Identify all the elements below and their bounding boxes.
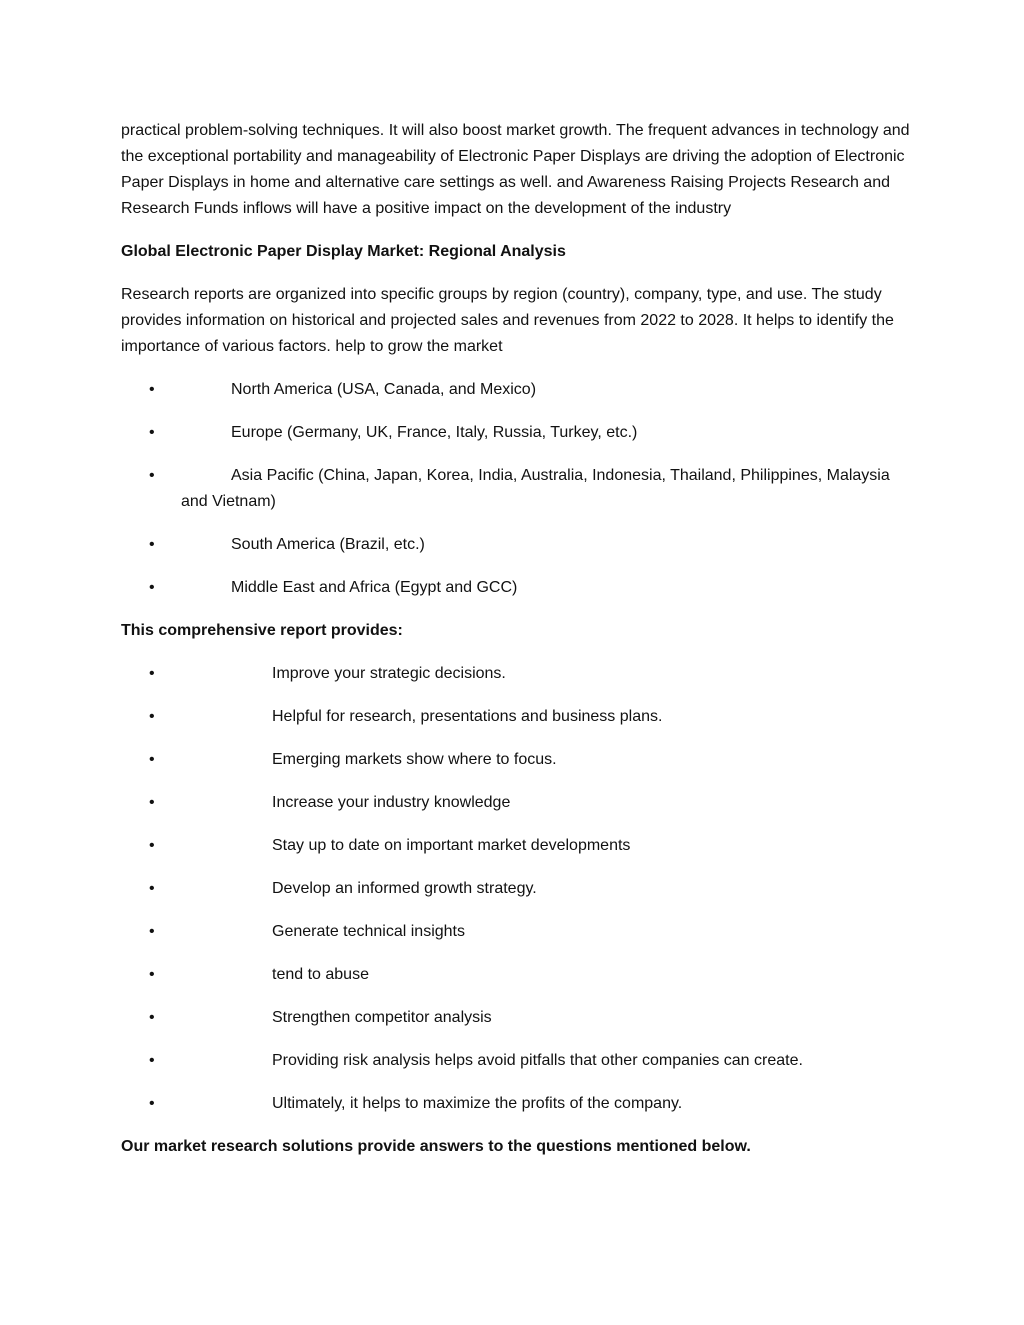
list-item <box>121 532 914 558</box>
bullet-icon: • <box>149 1009 155 1026</box>
provides-label: Helpful for research, presentations and business plans. <box>272 708 663 725</box>
provides-label: Increase your industry knowledge <box>272 794 511 811</box>
bullet-icon: • <box>149 880 155 897</box>
list-item <box>121 790 914 816</box>
bullet-icon: • <box>149 837 155 854</box>
provides-label: Stay up to date on important market developments <box>272 837 631 854</box>
regional-analysis-heading: Global Electronic Paper Display Market: Regional Analysis <box>121 243 566 260</box>
bullet-icon: • <box>149 794 155 811</box>
bullet-icon: • <box>149 579 155 596</box>
intro-paragraph: practical problem-solving techniques. It will also boost market growth. The frequent advances in technology and the exceptional portability and manageability of Electronic Paper Displays are driving the adoption of Electronic Paper Displays in home and alternative care settings as well. and Awareness Raising Projects Research and Research Funds inflows will have a positive impact on the development of the industry <box>121 122 910 217</box>
bullet-icon: • <box>149 665 155 682</box>
bullet-icon: • <box>149 536 155 553</box>
region-label: North America (USA, Canada, and Mexico) <box>231 381 537 398</box>
bullet-icon: • <box>149 467 155 484</box>
bullet-icon: • <box>149 1052 155 1069</box>
region-label: Middle East and Africa (Egypt and GCC) <box>231 579 518 596</box>
list-item <box>121 962 914 988</box>
regional-paragraph: Research reports are organized into specific groups by region (country), company, type, and use. The study provides information on historical and projected sales and revenues from 2022 to 2028. It helps to identify the importance of various factors. help to grow the market <box>121 286 894 355</box>
list-item <box>121 1091 914 1117</box>
list-item <box>121 575 914 601</box>
provides-label: Improve your strategic decisions. <box>272 665 506 682</box>
bullet-icon: • <box>149 751 155 768</box>
list-item <box>121 377 914 403</box>
provides-label: Generate technical insights <box>272 923 465 940</box>
list-item <box>121 833 914 859</box>
list-item <box>121 1048 914 1074</box>
bullet-icon: • <box>149 424 155 441</box>
list-item <box>121 704 914 730</box>
list-item <box>121 420 914 446</box>
provides-label: tend to abuse <box>272 966 369 983</box>
list-item <box>121 876 914 902</box>
closing-heading: Our market research solutions provide answers to the questions mentioned below. <box>121 1138 751 1155</box>
bullet-icon: • <box>149 923 155 940</box>
list-item <box>121 661 914 687</box>
provides-label: Strengthen competitor analysis <box>272 1009 492 1026</box>
provides-label: Ultimately, it helps to maximize the profits of the company. <box>272 1095 683 1112</box>
bullet-icon: • <box>149 708 155 725</box>
list-item <box>121 463 914 515</box>
provides-list <box>121 661 914 1117</box>
list-item <box>121 1005 914 1031</box>
provides-label: Providing risk analysis helps avoid pitfalls that other companies can create. <box>272 1052 803 1069</box>
region-list <box>121 377 914 601</box>
list-item <box>121 747 914 773</box>
bullet-icon: • <box>149 1095 155 1112</box>
list-item <box>121 919 914 945</box>
region-label: South America (Brazil, etc.) <box>231 536 425 553</box>
region-label: Asia Pacific (China, Japan, Korea, India, Australia, Indonesia, Thailand, Philippines, Malaysia and Vietnam) <box>181 467 890 510</box>
bullet-icon: • <box>149 966 155 983</box>
bullet-icon: • <box>149 381 155 398</box>
report-provides-heading: This comprehensive report provides: <box>121 622 403 639</box>
provides-label: Emerging markets show where to focus. <box>272 751 557 768</box>
provides-label: Develop an informed growth strategy. <box>272 880 537 897</box>
region-label: Europe (Germany, UK, France, Italy, Russia, Turkey, etc.) <box>231 424 638 441</box>
